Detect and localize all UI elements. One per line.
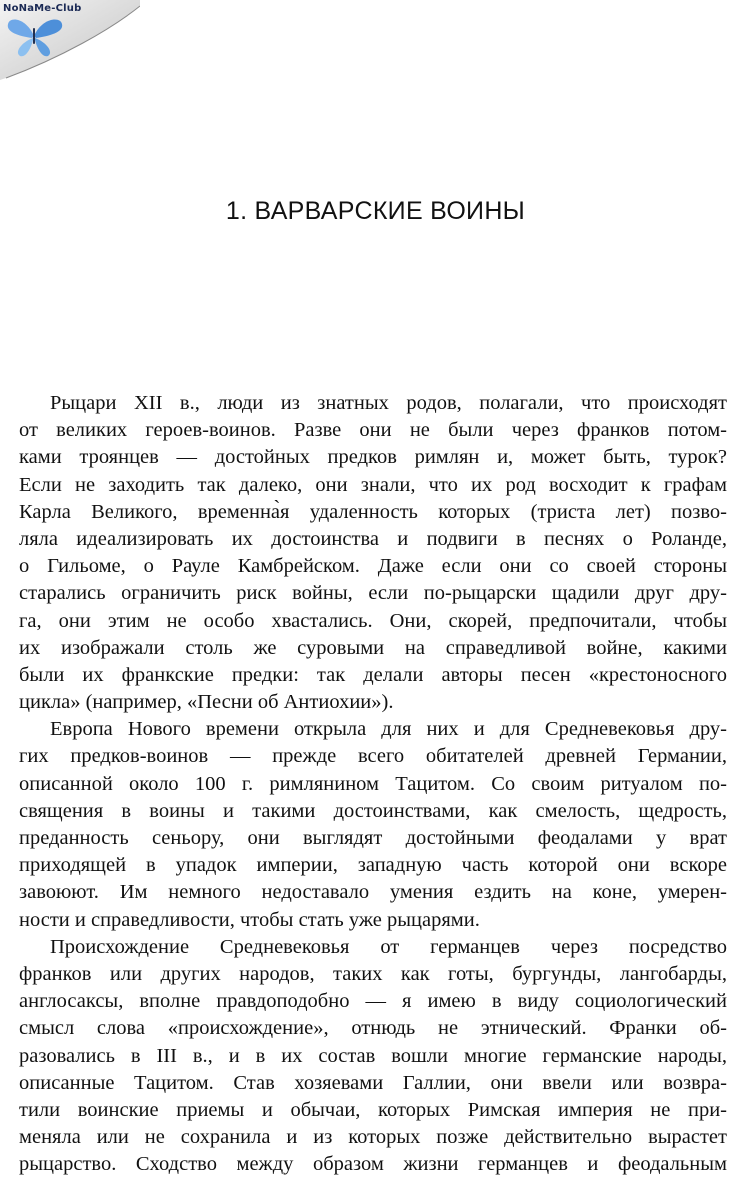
text-line: га, они этим не особо хвастались. Они, скорей, предпочитали, чтобы [19,609,727,632]
text-line: цикла» (например, «Песни об Антиохии»). [19,691,394,714]
text-line: преданность сеньору, они выглядят достойными феодалами у врат [19,827,727,849]
text-line: ляла идеализировать их достоинства и подвиги в песнях о Роланде, [19,527,727,550]
text-line: англосаксы, вполне правдоподобно — я имею в виду социологический [19,990,727,1013]
butterfly-icon [4,14,64,58]
text-line: гих предков-воинов — прежде всего обитателей древней Германии, [19,745,727,768]
chapter-title: 1. ВАРВАРСКИЕ ВОИНЫ [225,197,526,225]
text-line: ности и справедливости, чтобы стать уже рыцарями. [19,908,480,931]
corner-watermark [0,0,140,80]
text-line: франков или других народов, таких как готы, бургунды, лангобарды, [19,962,727,985]
text-line: старались ограничить риск войны, если по-рыцарски щадили друг дру- [19,582,727,605]
text-line: описанные Тацитом. Став хозяевами Галлии, они ввели или возвра- [19,1071,727,1094]
text-line: тили воинские приемы и обычаи, которых Римская империя не при- [19,1098,727,1121]
text-line: разовались в III в., и в их состав вошли многие германские народы, [19,1044,727,1067]
text-line: священия в воины и такими достоинствами, как смелость, щедрость, [19,799,727,822]
text-line: о Гильоме, о Рауле Камбрейском. Даже если они со своей стороны [19,555,727,578]
body-text [19,390,727,1178]
text-line: были их франкские предки: так делали авторы песен «крестоносного [19,663,727,686]
text-line: описанной около 100 г. римлянином Тацитом. Со своим ритуалом по- [19,772,727,795]
text-line: рыцарство. Сходство между образом жизни германцев и феодальным [19,1153,727,1176]
text-line: от великих героев-воинов. Разве они не были через франков потом- [19,419,727,442]
text-line: Карла Великого, временна̀я удаленность которых (триста лет) позво- [19,500,727,523]
text-line: завоюют. Им немного недоставало умения ездить на коне, умерен- [19,881,727,904]
text-line: Если не заходить так далеко, они знали, что их род восходит к графам [19,473,727,496]
text-line: приходящей в упадок империи, западную часть которой они вскоре [19,854,727,877]
text-line: их изображали столь же суровыми на справедливой войне, какими [19,636,727,659]
text-line: ками троянцев — достойных предков римлян и, может быть, турок? [19,446,727,469]
text-line: смысл слова «происхождение», отнюдь не этнический. Франки об- [19,1017,727,1040]
watermark-text: NoNaMe-Club [3,3,82,14]
text-line: меняла или не сохранила и из которых позже действительно вырастет [19,1126,727,1149]
text-line: Происхождение Средневековья от германцев через посредство [50,935,727,958]
text-line: Европа Нового времени открыла для них и для Средневековья дру- [50,718,727,741]
text-line: Рыцари XII в., люди из знатных родов, полагали, что происходят [50,392,727,414]
